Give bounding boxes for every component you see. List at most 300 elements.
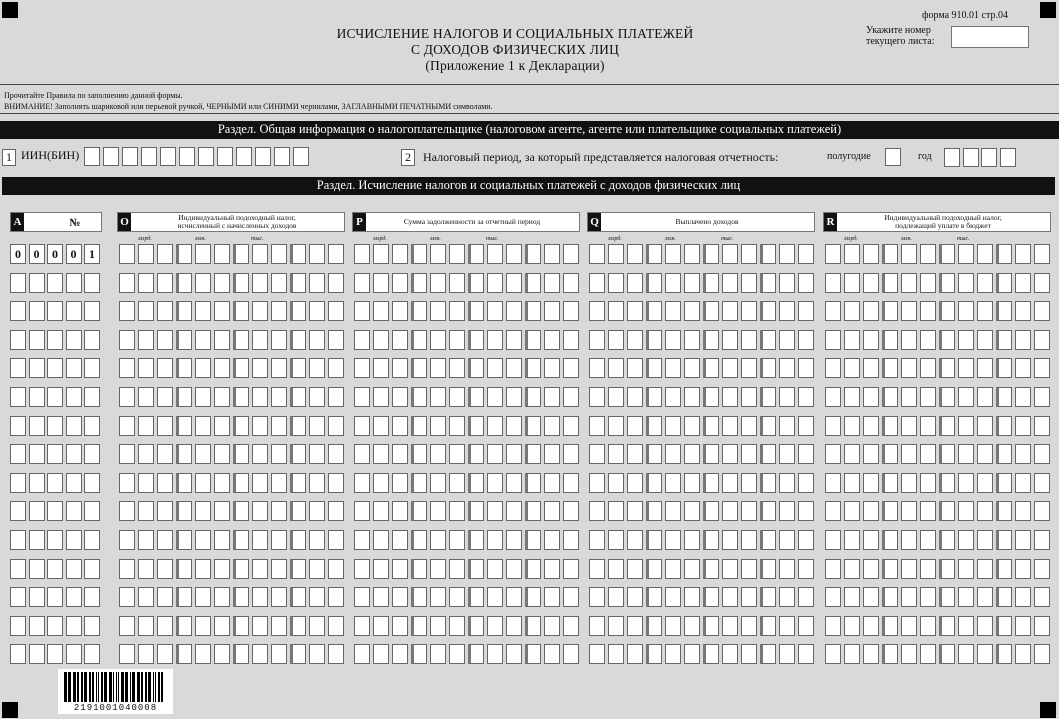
amount-digit-cell[interactable] [684, 587, 700, 607]
amount-digit-cell[interactable] [449, 501, 465, 521]
amount-digit-cell[interactable] [863, 444, 879, 464]
amount-digit-cell[interactable] [958, 501, 974, 521]
amount-digit-cell[interactable] [468, 501, 484, 521]
amount-digit-cell[interactable] [138, 358, 154, 378]
amount-digit-cell[interactable] [722, 501, 738, 521]
iin-digit-cell[interactable] [293, 147, 309, 166]
amount-digit-cell[interactable] [798, 530, 814, 550]
amount-digit-cell[interactable] [157, 273, 173, 293]
amount-digit-cell[interactable] [506, 644, 522, 664]
row-number-cell[interactable] [10, 644, 26, 664]
amount-digit-cell[interactable] [722, 330, 738, 350]
amount-digit-cell[interactable] [430, 244, 446, 264]
row-number-cell[interactable] [10, 416, 26, 436]
iin-digit-cell[interactable] [122, 147, 138, 166]
amount-digit-cell[interactable] [882, 273, 898, 293]
amount-digit-cell[interactable] [939, 587, 955, 607]
amount-digit-cell[interactable] [844, 473, 860, 493]
row-number-cell[interactable] [66, 501, 82, 521]
row-number-cell[interactable] [29, 330, 45, 350]
amount-digit-cell[interactable] [233, 559, 249, 579]
amount-digit-cell[interactable] [996, 616, 1012, 636]
row-number-cell[interactable] [47, 273, 63, 293]
row-number-cell[interactable] [84, 301, 100, 321]
amount-digit-cell[interactable] [779, 530, 795, 550]
amount-digit-cell[interactable] [939, 559, 955, 579]
amount-digit-cell[interactable] [354, 444, 370, 464]
amount-digit-cell[interactable] [844, 358, 860, 378]
amount-digit-cell[interactable] [608, 616, 624, 636]
amount-digit-cell[interactable] [608, 416, 624, 436]
amount-digit-cell[interactable] [290, 473, 306, 493]
amount-digit-cell[interactable] [665, 330, 681, 350]
amount-digit-cell[interactable] [290, 587, 306, 607]
amount-digit-cell[interactable] [996, 416, 1012, 436]
iin-digit-cell[interactable] [274, 147, 290, 166]
amount-digit-cell[interactable] [939, 530, 955, 550]
amount-digit-cell[interactable] [760, 273, 776, 293]
amount-digit-cell[interactable] [157, 501, 173, 521]
row-number-cell[interactable]: 0 [29, 244, 45, 264]
amount-digit-cell[interactable] [665, 644, 681, 664]
amount-digit-cell[interactable] [309, 358, 325, 378]
amount-digit-cell[interactable] [779, 387, 795, 407]
amount-digit-cell[interactable] [525, 273, 541, 293]
amount-digit-cell[interactable] [309, 301, 325, 321]
amount-digit-cell[interactable] [233, 273, 249, 293]
amount-digit-cell[interactable] [430, 644, 446, 664]
amount-digit-cell[interactable] [863, 244, 879, 264]
row-number-cell[interactable] [10, 330, 26, 350]
amount-digit-cell[interactable] [825, 444, 841, 464]
amount-digit-cell[interactable] [741, 358, 757, 378]
row-number-cell[interactable]: 0 [47, 244, 63, 264]
amount-digit-cell[interactable] [252, 587, 268, 607]
amount-digit-cell[interactable] [741, 501, 757, 521]
amount-digit-cell[interactable] [309, 473, 325, 493]
amount-digit-cell[interactable] [195, 587, 211, 607]
amount-digit-cell[interactable] [703, 416, 719, 436]
amount-digit-cell[interactable] [563, 473, 579, 493]
amount-digit-cell[interactable] [487, 644, 503, 664]
amount-digit-cell[interactable] [665, 587, 681, 607]
amount-digit-cell[interactable] [939, 473, 955, 493]
amount-digit-cell[interactable] [722, 587, 738, 607]
amount-digit-cell[interactable] [665, 244, 681, 264]
amount-digit-cell[interactable] [703, 387, 719, 407]
amount-digit-cell[interactable] [863, 530, 879, 550]
amount-digit-cell[interactable] [741, 416, 757, 436]
year-digit-cell[interactable] [981, 148, 997, 167]
amount-digit-cell[interactable] [252, 387, 268, 407]
year-digit-cell[interactable] [1000, 148, 1016, 167]
amount-digit-cell[interactable] [290, 501, 306, 521]
amount-digit-cell[interactable] [684, 358, 700, 378]
amount-digit-cell[interactable] [252, 501, 268, 521]
row-number-cell[interactable]: 0 [10, 244, 26, 264]
iin-digit-cell[interactable] [198, 147, 214, 166]
amount-digit-cell[interactable] [544, 616, 560, 636]
amount-digit-cell[interactable] [506, 387, 522, 407]
row-number-cell[interactable] [84, 501, 100, 521]
amount-digit-cell[interactable] [195, 444, 211, 464]
amount-digit-cell[interactable] [703, 501, 719, 521]
amount-digit-cell[interactable] [328, 273, 344, 293]
amount-digit-cell[interactable] [544, 559, 560, 579]
amount-digit-cell[interactable] [779, 559, 795, 579]
amount-digit-cell[interactable] [430, 530, 446, 550]
amount-digit-cell[interactable] [468, 273, 484, 293]
amount-digit-cell[interactable] [290, 387, 306, 407]
amount-digit-cell[interactable] [627, 444, 643, 464]
amount-digit-cell[interactable] [627, 416, 643, 436]
amount-digit-cell[interactable] [392, 273, 408, 293]
amount-digit-cell[interactable] [996, 644, 1012, 664]
amount-digit-cell[interactable] [722, 416, 738, 436]
amount-digit-cell[interactable] [290, 644, 306, 664]
amount-digit-cell[interactable] [487, 559, 503, 579]
amount-digit-cell[interactable] [157, 616, 173, 636]
amount-digit-cell[interactable] [977, 387, 993, 407]
amount-digit-cell[interactable] [411, 616, 427, 636]
amount-digit-cell[interactable] [468, 559, 484, 579]
amount-digit-cell[interactable] [741, 444, 757, 464]
amount-digit-cell[interactable] [1015, 444, 1031, 464]
amount-digit-cell[interactable] [176, 244, 192, 264]
amount-digit-cell[interactable] [544, 330, 560, 350]
amount-digit-cell[interactable] [703, 273, 719, 293]
amount-digit-cell[interactable] [1015, 644, 1031, 664]
amount-digit-cell[interactable] [506, 587, 522, 607]
iin-digit-cell[interactable] [141, 147, 157, 166]
amount-digit-cell[interactable] [563, 559, 579, 579]
amount-digit-cell[interactable] [863, 644, 879, 664]
amount-digit-cell[interactable] [373, 473, 389, 493]
amount-digit-cell[interactable] [665, 530, 681, 550]
amount-digit-cell[interactable] [544, 444, 560, 464]
amount-digit-cell[interactable] [392, 301, 408, 321]
amount-digit-cell[interactable] [233, 587, 249, 607]
row-number-cell[interactable] [29, 301, 45, 321]
amount-digit-cell[interactable] [722, 530, 738, 550]
amount-digit-cell[interactable] [373, 358, 389, 378]
amount-digit-cell[interactable] [589, 330, 605, 350]
amount-digit-cell[interactable] [977, 501, 993, 521]
amount-digit-cell[interactable] [525, 387, 541, 407]
amount-digit-cell[interactable] [176, 559, 192, 579]
amount-digit-cell[interactable] [844, 616, 860, 636]
amount-digit-cell[interactable] [392, 587, 408, 607]
amount-digit-cell[interactable] [844, 501, 860, 521]
amount-digit-cell[interactable] [506, 616, 522, 636]
amount-digit-cell[interactable] [309, 616, 325, 636]
amount-digit-cell[interactable] [176, 587, 192, 607]
amount-digit-cell[interactable] [703, 301, 719, 321]
amount-digit-cell[interactable] [449, 530, 465, 550]
amount-digit-cell[interactable] [665, 387, 681, 407]
amount-digit-cell[interactable] [1015, 416, 1031, 436]
amount-digit-cell[interactable] [627, 387, 643, 407]
amount-digit-cell[interactable] [627, 273, 643, 293]
amount-digit-cell[interactable] [214, 358, 230, 378]
amount-digit-cell[interactable] [411, 444, 427, 464]
amount-digit-cell[interactable] [544, 301, 560, 321]
amount-digit-cell[interactable] [589, 587, 605, 607]
row-number-cell[interactable] [66, 273, 82, 293]
amount-digit-cell[interactable] [271, 559, 287, 579]
amount-digit-cell[interactable] [1034, 416, 1050, 436]
amount-digit-cell[interactable] [290, 416, 306, 436]
row-number-cell[interactable] [10, 559, 26, 579]
amount-digit-cell[interactable] [138, 530, 154, 550]
amount-digit-cell[interactable] [271, 244, 287, 264]
amount-digit-cell[interactable] [863, 501, 879, 521]
amount-digit-cell[interactable] [627, 587, 643, 607]
amount-digit-cell[interactable] [665, 559, 681, 579]
amount-digit-cell[interactable] [608, 273, 624, 293]
amount-digit-cell[interactable] [157, 559, 173, 579]
amount-digit-cell[interactable] [354, 616, 370, 636]
amount-digit-cell[interactable] [176, 616, 192, 636]
amount-digit-cell[interactable] [589, 559, 605, 579]
amount-digit-cell[interactable] [271, 387, 287, 407]
amount-digit-cell[interactable] [825, 473, 841, 493]
amount-digit-cell[interactable] [939, 501, 955, 521]
amount-digit-cell[interactable] [430, 358, 446, 378]
amount-digit-cell[interactable] [449, 244, 465, 264]
amount-digit-cell[interactable] [233, 244, 249, 264]
amount-digit-cell[interactable] [722, 473, 738, 493]
amount-digit-cell[interactable] [430, 330, 446, 350]
amount-digit-cell[interactable] [825, 587, 841, 607]
amount-digit-cell[interactable] [271, 444, 287, 464]
amount-digit-cell[interactable] [825, 244, 841, 264]
amount-digit-cell[interactable] [176, 330, 192, 350]
amount-digit-cell[interactable] [449, 616, 465, 636]
amount-digit-cell[interactable] [920, 616, 936, 636]
amount-digit-cell[interactable] [863, 416, 879, 436]
amount-digit-cell[interactable] [176, 387, 192, 407]
amount-digit-cell[interactable] [1015, 616, 1031, 636]
amount-digit-cell[interactable] [1015, 358, 1031, 378]
amount-digit-cell[interactable] [411, 501, 427, 521]
amount-digit-cell[interactable] [589, 244, 605, 264]
amount-digit-cell[interactable] [977, 244, 993, 264]
amount-digit-cell[interactable] [328, 387, 344, 407]
amount-digit-cell[interactable] [901, 358, 917, 378]
amount-digit-cell[interactable] [411, 416, 427, 436]
amount-digit-cell[interactable] [487, 473, 503, 493]
amount-digit-cell[interactable] [1034, 644, 1050, 664]
amount-digit-cell[interactable] [468, 358, 484, 378]
amount-digit-cell[interactable] [176, 358, 192, 378]
amount-digit-cell[interactable] [252, 244, 268, 264]
row-number-cell[interactable] [66, 330, 82, 350]
amount-digit-cell[interactable] [354, 330, 370, 350]
row-number-cell[interactable] [29, 616, 45, 636]
row-number-cell[interactable] [29, 644, 45, 664]
amount-digit-cell[interactable] [901, 644, 917, 664]
amount-digit-cell[interactable] [252, 301, 268, 321]
amount-digit-cell[interactable] [825, 358, 841, 378]
amount-digit-cell[interactable] [722, 616, 738, 636]
amount-digit-cell[interactable] [589, 358, 605, 378]
amount-digit-cell[interactable] [214, 301, 230, 321]
amount-digit-cell[interactable] [119, 644, 135, 664]
amount-digit-cell[interactable] [354, 273, 370, 293]
amount-digit-cell[interactable] [684, 501, 700, 521]
amount-digit-cell[interactable] [977, 330, 993, 350]
amount-digit-cell[interactable] [958, 330, 974, 350]
amount-digit-cell[interactable] [703, 644, 719, 664]
amount-digit-cell[interactable] [563, 501, 579, 521]
amount-digit-cell[interactable] [430, 444, 446, 464]
amount-digit-cell[interactable] [214, 444, 230, 464]
amount-digit-cell[interactable] [882, 530, 898, 550]
amount-digit-cell[interactable] [195, 387, 211, 407]
year-digit-cell[interactable] [963, 148, 979, 167]
row-number-cell[interactable] [29, 587, 45, 607]
amount-digit-cell[interactable] [214, 416, 230, 436]
amount-digit-cell[interactable] [1034, 358, 1050, 378]
amount-digit-cell[interactable] [627, 330, 643, 350]
amount-digit-cell[interactable] [252, 358, 268, 378]
amount-digit-cell[interactable] [271, 501, 287, 521]
amount-digit-cell[interactable] [589, 387, 605, 407]
amount-digit-cell[interactable] [430, 616, 446, 636]
amount-digit-cell[interactable] [157, 301, 173, 321]
amount-digit-cell[interactable] [646, 644, 662, 664]
amount-digit-cell[interactable] [996, 559, 1012, 579]
amount-digit-cell[interactable] [798, 330, 814, 350]
amount-digit-cell[interactable] [901, 559, 917, 579]
amount-digit-cell[interactable] [703, 444, 719, 464]
amount-digit-cell[interactable] [722, 387, 738, 407]
amount-digit-cell[interactable] [760, 387, 776, 407]
amount-digit-cell[interactable] [977, 644, 993, 664]
amount-digit-cell[interactable] [825, 273, 841, 293]
amount-digit-cell[interactable] [271, 358, 287, 378]
amount-digit-cell[interactable] [525, 616, 541, 636]
amount-digit-cell[interactable] [544, 416, 560, 436]
amount-digit-cell[interactable] [798, 301, 814, 321]
amount-digit-cell[interactable] [798, 473, 814, 493]
amount-digit-cell[interactable] [779, 501, 795, 521]
amount-digit-cell[interactable] [741, 387, 757, 407]
amount-digit-cell[interactable] [309, 387, 325, 407]
amount-digit-cell[interactable] [411, 530, 427, 550]
amount-digit-cell[interactable] [119, 387, 135, 407]
amount-digit-cell[interactable] [920, 244, 936, 264]
amount-digit-cell[interactable] [741, 330, 757, 350]
amount-digit-cell[interactable] [506, 473, 522, 493]
amount-digit-cell[interactable] [1015, 473, 1031, 493]
amount-digit-cell[interactable] [487, 416, 503, 436]
iin-digit-cell[interactable] [217, 147, 233, 166]
amount-digit-cell[interactable] [844, 301, 860, 321]
amount-digit-cell[interactable] [996, 473, 1012, 493]
amount-digit-cell[interactable] [563, 387, 579, 407]
amount-digit-cell[interactable] [627, 644, 643, 664]
amount-digit-cell[interactable] [373, 559, 389, 579]
amount-digit-cell[interactable] [1034, 244, 1050, 264]
amount-digit-cell[interactable] [760, 616, 776, 636]
amount-digit-cell[interactable] [119, 530, 135, 550]
amount-digit-cell[interactable] [798, 387, 814, 407]
amount-digit-cell[interactable] [1015, 559, 1031, 579]
amount-digit-cell[interactable] [487, 616, 503, 636]
amount-digit-cell[interactable] [741, 644, 757, 664]
amount-digit-cell[interactable] [392, 358, 408, 378]
amount-digit-cell[interactable] [825, 559, 841, 579]
amount-digit-cell[interactable] [958, 616, 974, 636]
row-number-cell[interactable] [10, 587, 26, 607]
amount-digit-cell[interactable] [684, 244, 700, 264]
amount-digit-cell[interactable] [309, 273, 325, 293]
amount-digit-cell[interactable] [487, 330, 503, 350]
amount-digit-cell[interactable] [525, 330, 541, 350]
amount-digit-cell[interactable] [138, 473, 154, 493]
amount-digit-cell[interactable] [825, 330, 841, 350]
amount-digit-cell[interactable] [977, 559, 993, 579]
amount-digit-cell[interactable] [920, 444, 936, 464]
amount-digit-cell[interactable] [487, 387, 503, 407]
amount-digit-cell[interactable] [525, 444, 541, 464]
amount-digit-cell[interactable] [589, 644, 605, 664]
amount-digit-cell[interactable] [1015, 273, 1031, 293]
amount-digit-cell[interactable] [214, 587, 230, 607]
amount-digit-cell[interactable] [328, 644, 344, 664]
amount-digit-cell[interactable] [939, 358, 955, 378]
amount-digit-cell[interactable] [684, 330, 700, 350]
row-number-cell[interactable] [84, 644, 100, 664]
amount-digit-cell[interactable] [411, 244, 427, 264]
amount-digit-cell[interactable] [798, 444, 814, 464]
amount-digit-cell[interactable] [411, 473, 427, 493]
amount-digit-cell[interactable] [996, 530, 1012, 550]
amount-digit-cell[interactable] [958, 358, 974, 378]
amount-digit-cell[interactable] [779, 416, 795, 436]
amount-digit-cell[interactable] [290, 244, 306, 264]
amount-digit-cell[interactable] [309, 587, 325, 607]
amount-digit-cell[interactable] [627, 244, 643, 264]
amount-digit-cell[interactable] [779, 473, 795, 493]
amount-digit-cell[interactable] [901, 444, 917, 464]
amount-digit-cell[interactable] [392, 616, 408, 636]
amount-digit-cell[interactable] [627, 616, 643, 636]
amount-digit-cell[interactable] [779, 587, 795, 607]
amount-digit-cell[interactable] [1034, 587, 1050, 607]
amount-digit-cell[interactable] [939, 416, 955, 436]
amount-digit-cell[interactable] [608, 473, 624, 493]
amount-digit-cell[interactable] [354, 358, 370, 378]
amount-digit-cell[interactable] [996, 358, 1012, 378]
amount-digit-cell[interactable] [525, 501, 541, 521]
amount-digit-cell[interactable] [487, 301, 503, 321]
amount-digit-cell[interactable] [608, 330, 624, 350]
amount-digit-cell[interactable] [901, 301, 917, 321]
amount-digit-cell[interactable] [119, 616, 135, 636]
row-number-cell[interactable] [66, 358, 82, 378]
row-number-cell[interactable] [47, 530, 63, 550]
row-number-cell[interactable] [29, 444, 45, 464]
row-number-cell[interactable] [10, 473, 26, 493]
amount-digit-cell[interactable] [646, 387, 662, 407]
amount-digit-cell[interactable] [1034, 301, 1050, 321]
amount-digit-cell[interactable] [233, 501, 249, 521]
amount-digit-cell[interactable] [506, 244, 522, 264]
amount-digit-cell[interactable] [233, 416, 249, 436]
